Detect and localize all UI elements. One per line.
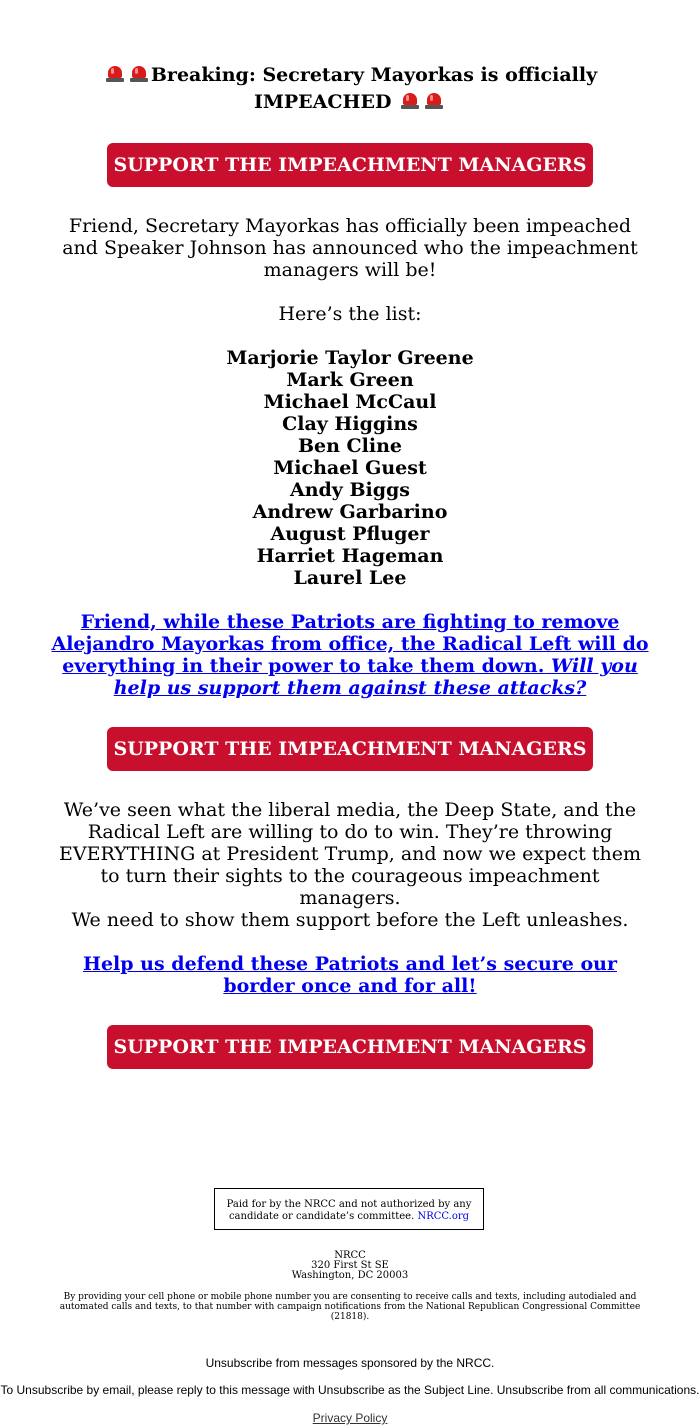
mailing-address (0, 1251, 700, 1281)
intro-paragraph: Friend, Secretary Mayorkas has officially been impeached and Speaker Johnson has announced who the impeachment managers will be! (62, 215, 638, 281)
headline-text-1: Breaking: Secretary Mayorkas is officially (150, 64, 598, 86)
patriots-link-italic: Will you help us support them against these attacks? (113, 655, 638, 699)
body-paragraph: We’ve seen what the liberal media, the Deep State, and the Radical Left are willing to do to win. They’re throwing EVERYTHING at President Trump, and now we expect them to turn their sights to the courageous impeachment managers. (59, 799, 641, 909)
manager-name: Michael Guest (273, 457, 427, 479)
unsubscribe-email-text: To Unsubscribe by email, please reply to this message with Unsubscribe as the Subject Line. Unsubscribe from all communications. (0, 1383, 700, 1397)
manager-name: Laurel Lee (293, 567, 407, 589)
siren-icon (424, 92, 444, 110)
paid-for-disclaimer (214, 1188, 484, 1230)
manager-name: Andy Biggs (289, 479, 411, 501)
siren-icon (105, 65, 125, 83)
city-address: Washington, DC 20003 (291, 1270, 409, 1281)
nrcc-link[interactable]: NRCC.org (417, 1211, 470, 1222)
privacy-policy-link[interactable]: Privacy Policy (312, 1411, 388, 1425)
manager-name: Michael McCaul (263, 391, 437, 413)
manager-name: Ben Cline (297, 435, 403, 457)
support-managers-button[interactable]: SUPPORT THE IMPEACHMENT MANAGERS (107, 727, 593, 771)
managers-list (50, 347, 650, 589)
manager-name: Clay Higgins (282, 413, 418, 435)
manager-name: Andrew Garbarino (252, 501, 448, 523)
headline-text-2: IMPEACHED (253, 91, 392, 113)
manager-name: Mark Green (286, 369, 414, 391)
siren-icon (129, 65, 149, 83)
siren-icon (400, 92, 420, 110)
manager-name: August Pfluger (270, 523, 430, 545)
list-intro: Here’s the list: (278, 303, 422, 325)
unsubscribe-nrcc-link[interactable]: Unsubscribe from messages sponsored by the NRCC. (205, 1356, 495, 1370)
manager-name: Harriet Hageman (256, 545, 444, 567)
privacy-policy (0, 1411, 700, 1425)
headline-line-2 (50, 89, 650, 116)
manager-name: Marjorie Taylor Greene (226, 347, 474, 369)
street-address: 320 First St SE (311, 1260, 389, 1271)
sms-consent-text: By providing your cell phone or mobile phone number you are consenting to receive calls and texts, including autodialed and automated calls and texts, to that number with campaign notifications from the National Republican Congressional Committee (21818). (59, 1292, 641, 1322)
headline (50, 62, 650, 116)
patriots-link-paragraph (50, 611, 650, 699)
defend-patriots-link[interactable]: Help us defend these Patriots and let’s secure our border once and for all! (83, 953, 617, 997)
support-managers-button[interactable]: SUPPORT THE IMPEACHMENT MANAGERS (107, 143, 593, 187)
border-link-paragraph (50, 953, 650, 997)
org-name: NRCC (334, 1250, 366, 1261)
support-paragraph: We need to show them support before the Left unleashes. (71, 909, 629, 931)
support-managers-button[interactable]: SUPPORT THE IMPEACHMENT MANAGERS (107, 1025, 593, 1069)
patriots-link[interactable] (51, 611, 648, 699)
disclaimer-text: Paid for by the NRCC and not authorized by any candidate or candidate’s committee. (226, 1199, 472, 1222)
headline-line-1 (50, 62, 650, 89)
patriots-link-text: Friend, while these Patriots are fighting to remove Alejandro Mayorkas from office, the Radical Left will do everything in their power to take them down. (51, 611, 649, 677)
